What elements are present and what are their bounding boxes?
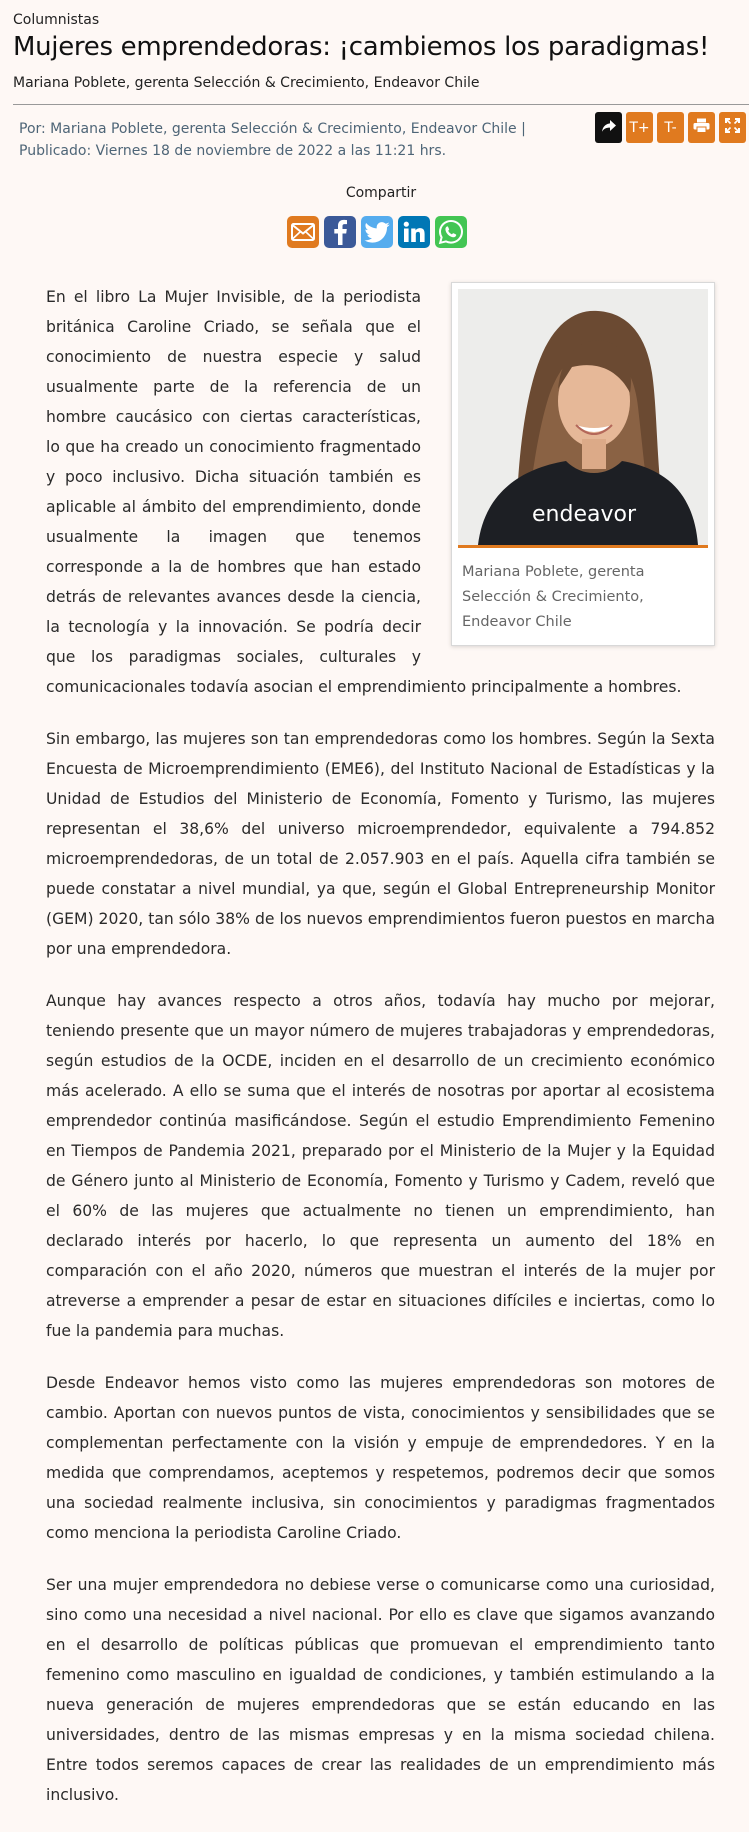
email-share-button[interactable] <box>287 216 319 248</box>
facebook-share-button[interactable] <box>324 216 356 248</box>
author-line: Por: Mariana Poblete, gerenta Selección & Crecimiento, Endeavor Chile | <box>19 121 526 137</box>
share-arrow-button[interactable] <box>595 112 622 143</box>
paragraph-3: Aunque hay avances respecto a otros años, todavía hay mucho por mejorar, teniendo presente que un mayor número de mujeres trabajadoras y emprendedoras, según estudios de la OCDE, inciden en el desarrollo de un crecimiento económico más acelerado. A ello se suma que el interés de nosotras por aportar al ecosistema emprendedor continúa masificándose. Según el estudio Emprendimiento Femenino en Tiempos de Pandemia 2021, preparado por el Ministerio de la Mujer y la Equidad de Género junto al Ministerio de Economía, Fomento y Turismo y Cadem, reveló que el 60% de las mujeres que actualmente no tienen un emprendimiento, han declarado interés por hacerlo, lo que representa un aumento del 18% en comparación con el año 2020, números que muestran el interés de la mujer por atreverse a emprender a pesar de estar en situaciones difíciles e inciertas, como lo fue la pandemia para muchas. <box>46 992 715 1340</box>
facebook-icon <box>332 219 348 245</box>
article-title: Mujeres emprendedoras: ¡cambiemos los paradigmas! <box>13 32 710 62</box>
article-body <box>46 282 715 1832</box>
paragraph-2: Sin embargo, las mujeres son tan emprendedoras como los hombres. Según la Sexta Encuesta de Microemprendimiento (EME6), del Instituto Nacional de Estadísticas y la Unidad de Estudios del Ministerio de Economía, Fomento y Turismo, las mujeres representan el 38,6% del universo microemprendedor, equivalente a 794.852 microemprendedoras, de un total de 2.057.903 en el país. Aquella cifra también se puede constatar a nivel mundial, ya que, según el Global Entrepreneurship Monitor (GEM) 2020, tan sólo 38% de los nuevos emprendimientos fueron puestos en marcha por una emprendedora. <box>46 730 715 958</box>
article-toolbar <box>595 112 746 143</box>
printer-icon <box>693 118 710 137</box>
share-icons <box>287 216 467 248</box>
print-button[interactable] <box>688 112 715 143</box>
author-photo <box>458 289 708 548</box>
photo-caption: Mariana Poblete, gerenta Selección & Crecimiento, Endeavor Chile <box>462 564 645 630</box>
whatsapp-share-button[interactable] <box>435 216 467 248</box>
published-line: Publicado: Viernes 18 de noviembre de 2022 a las 11:21 hrs. <box>19 143 447 159</box>
author-photo-figure <box>451 282 715 646</box>
share-label: Compartir <box>345 185 417 201</box>
section-label[interactable]: Columnistas <box>13 12 100 28</box>
paragraph-4: Desde Endeavor hemos visto como las mujeres emprendedoras son motores de cambio. Aportan con nuevos puntos de vista, conocimientos y sensibilidades que se complementan perfectamente con la visión y empuje de emprendedores. Y en la medida que comprendamos, aceptemos y respetemos, podremos decir que somos una sociedad realmente inclusiva, sin conocimientos y paradigmas fragmentados como menciona la periodista Caroline Criado. <box>46 1374 715 1542</box>
article-byline: Mariana Poblete, gerenta Selección & Crecimiento, Endeavor Chile <box>13 75 480 91</box>
divider <box>13 104 749 105</box>
fullscreen-button[interactable] <box>719 112 746 143</box>
increase-text-button[interactable]: T+ <box>626 112 653 143</box>
shirt-logo-text: endeavor <box>532 502 636 527</box>
paragraph-1: En el libro La Mujer Invisible, de la periodista británica Caroline Criado, se señala que el conocimiento de nuestra especie y salud usualmente parte de la referencia de un hombre caucásico con ciertas características, lo que ha creado un conocimiento fragmentado y poco inclusivo. Dicha situación también es aplicable al ámbito del emprendimiento, donde usualmente la imagen que tenemos corresponde a la de hombres que han estado detrás de relevantes avances desde la ciencia, la tecnología y la innovación. Se podría decir que los paradigmas sociales, culturales y comunicacionales todavía asocian el emprendimiento principalmente a hombres. <box>46 288 682 696</box>
paragraph-5: Ser una mujer emprendedora no debiese verse o comunicarse como una curiosidad, sino como una necesidad a nivel nacional. Por ello es clave que sigamos avanzando en el desarrollo de políticas públicas que promuevan el emprendimiento tanto femenino como masculino en igualdad de condiciones, y también estimulando a la nueva generación de mujeres emprendedoras que se están educando en las universidades, dentro de las mismas empresas y en la misma sociedad chilena. Entre todos seremos capaces de crear las realidades de un emprendimiento más inclusivo. <box>46 1576 715 1804</box>
linkedin-icon <box>402 220 426 244</box>
whatsapp-icon <box>438 219 464 245</box>
email-icon <box>291 223 315 241</box>
expand-icon <box>725 118 740 137</box>
share-arrow-icon <box>601 119 617 137</box>
linkedin-share-button[interactable] <box>398 216 430 248</box>
decrease-text-button[interactable]: T- <box>657 112 684 143</box>
twitter-share-button[interactable] <box>361 216 393 248</box>
twitter-icon <box>364 222 390 243</box>
article-meta <box>19 118 579 162</box>
